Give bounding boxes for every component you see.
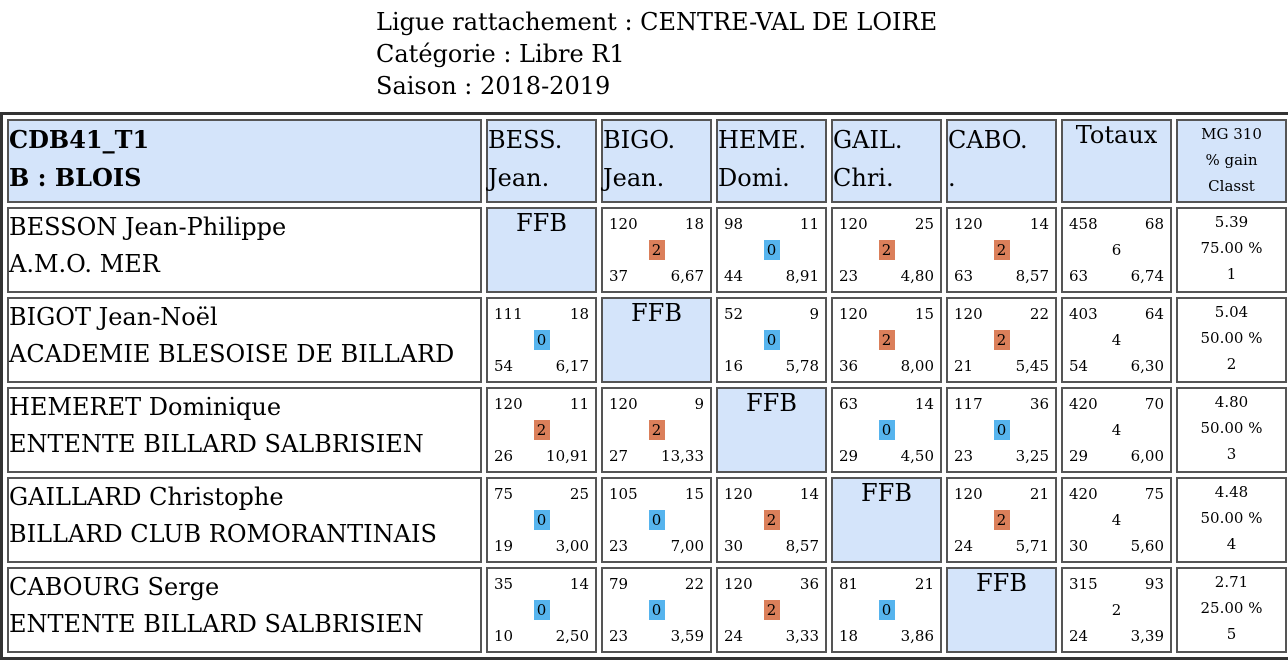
match-stat-br: 8,00 bbox=[900, 357, 934, 375]
match-cell bbox=[486, 567, 597, 653]
mg-header bbox=[1176, 119, 1287, 203]
match-stat-bl: 23 bbox=[954, 447, 974, 465]
match-cell bbox=[831, 567, 942, 653]
points-badge: 2 bbox=[534, 420, 550, 440]
match-stat-tr: 11 bbox=[799, 215, 819, 233]
points-badge: 2 bbox=[994, 330, 1010, 350]
match-stat-bl: 24 bbox=[724, 627, 744, 645]
match-stat-tr: 22 bbox=[1029, 305, 1049, 323]
totals-stat-br: 6,74 bbox=[1130, 267, 1164, 285]
match-stat-tr: 14 bbox=[914, 395, 934, 413]
player-club: ENTENTE BILLARD SALBRISIEN bbox=[9, 610, 424, 638]
totals-stat-bl: 30 bbox=[1069, 537, 1089, 555]
match-stat-br: 3,00 bbox=[555, 537, 589, 555]
match-stat-tr: 22 bbox=[684, 575, 704, 593]
column-header bbox=[831, 119, 942, 203]
points-badge: 2 bbox=[879, 330, 895, 350]
player-cell bbox=[7, 387, 482, 473]
totals-stat-bl: 24 bbox=[1069, 627, 1089, 645]
match-stat-tr: 21 bbox=[1029, 485, 1049, 503]
player-club: A.M.O. MER bbox=[9, 250, 160, 278]
match-stat-br: 6,17 bbox=[555, 357, 589, 375]
column-header bbox=[601, 119, 712, 203]
mg-value: 2.71 bbox=[1214, 573, 1249, 591]
match-stat-tl: 79 bbox=[609, 575, 629, 593]
header-row bbox=[7, 119, 1287, 203]
totals-stat-mid: 4 bbox=[1111, 511, 1122, 529]
match-cell bbox=[831, 207, 942, 293]
match-stat-tr: 14 bbox=[799, 485, 819, 503]
match-stat-br: 5,71 bbox=[1015, 537, 1049, 555]
match-cell bbox=[946, 477, 1057, 563]
player-club: BILLARD CLUB ROMORANTINAIS bbox=[9, 520, 437, 548]
match-stat-bl: 29 bbox=[839, 447, 859, 465]
ffb-cell: FFB bbox=[831, 477, 942, 563]
match-cell bbox=[486, 297, 597, 383]
group-header-cell bbox=[7, 119, 482, 203]
match-stat-tr: 11 bbox=[569, 395, 589, 413]
match-stat-bl: 44 bbox=[724, 267, 744, 285]
match-cell bbox=[716, 297, 827, 383]
column-header-line2: Chri. bbox=[833, 164, 894, 192]
ffb-cell: FFB bbox=[716, 387, 827, 473]
points-badge: 0 bbox=[649, 510, 665, 530]
totals-stat-mid: 6 bbox=[1111, 241, 1122, 259]
column-header-line2: Domi. bbox=[718, 164, 790, 192]
points-badge: 0 bbox=[534, 510, 550, 530]
points-badge: 2 bbox=[994, 240, 1010, 260]
match-stat-bl: 54 bbox=[494, 357, 514, 375]
match-stat-tl: 52 bbox=[724, 305, 744, 323]
column-header-line1: BIGO. bbox=[603, 126, 676, 154]
match-stat-tr: 18 bbox=[684, 215, 704, 233]
match-cell bbox=[946, 297, 1057, 383]
column-header-line1: CABO. bbox=[948, 126, 1028, 154]
mg-cell bbox=[1176, 567, 1287, 653]
totals-cell bbox=[1061, 477, 1172, 563]
match-stat-br: 6,67 bbox=[670, 267, 704, 285]
match-stat-tr: 9 bbox=[809, 305, 819, 323]
match-cell bbox=[716, 207, 827, 293]
totals-stat-tr: 93 bbox=[1144, 575, 1164, 593]
column-header-line1: BESS. bbox=[488, 126, 563, 154]
match-cell bbox=[601, 207, 712, 293]
totals-cell bbox=[1061, 567, 1172, 653]
mg-header-line3: Classt bbox=[1208, 177, 1255, 195]
totals-stat-tl: 315 bbox=[1069, 575, 1098, 593]
points-badge: 0 bbox=[764, 330, 780, 350]
rank-value: 4 bbox=[1226, 535, 1237, 553]
points-badge: 0 bbox=[534, 330, 550, 350]
match-cell bbox=[716, 567, 827, 653]
rank-value: 3 bbox=[1226, 445, 1237, 463]
match-stat-br: 3,59 bbox=[670, 627, 704, 645]
points-badge: 2 bbox=[994, 510, 1010, 530]
match-stat-tr: 14 bbox=[1029, 215, 1049, 233]
match-stat-br: 3,86 bbox=[900, 627, 934, 645]
match-stat-tl: 111 bbox=[494, 305, 523, 323]
match-stat-br: 10,91 bbox=[546, 447, 589, 465]
totals-stat-mid: 2 bbox=[1111, 601, 1122, 619]
match-stat-tl: 98 bbox=[724, 215, 744, 233]
match-stat-br: 8,57 bbox=[1015, 267, 1049, 285]
match-cell bbox=[601, 567, 712, 653]
match-stat-br: 3,25 bbox=[1015, 447, 1049, 465]
table-row bbox=[7, 567, 1287, 653]
match-stat-tl: 63 bbox=[839, 395, 859, 413]
column-header-line1: GAIL. bbox=[833, 126, 903, 154]
totals-stat-mid: 4 bbox=[1111, 421, 1122, 439]
totals-stat-bl: 54 bbox=[1069, 357, 1089, 375]
totals-stat-tl: 403 bbox=[1069, 305, 1098, 323]
mg-cell bbox=[1176, 477, 1287, 563]
match-stat-bl: 23 bbox=[839, 267, 859, 285]
match-stat-bl: 37 bbox=[609, 267, 629, 285]
totals-stat-tr: 64 bbox=[1144, 305, 1164, 323]
match-stat-tl: 120 bbox=[609, 215, 638, 233]
player-name: CABOURG Serge bbox=[9, 573, 220, 601]
totals-cell bbox=[1061, 207, 1172, 293]
player-club: ACADEMIE BLESOISE DE BILLARD bbox=[9, 340, 455, 368]
match-stat-tl: 120 bbox=[954, 485, 983, 503]
match-stat-bl: 36 bbox=[839, 357, 859, 375]
points-badge: 0 bbox=[649, 600, 665, 620]
player-name: HEMERET Dominique bbox=[9, 393, 282, 421]
mg-cell bbox=[1176, 387, 1287, 473]
totals-stat-tl: 420 bbox=[1069, 395, 1098, 413]
mg-value: 4.48 bbox=[1214, 483, 1249, 501]
match-stat-br: 4,50 bbox=[900, 447, 934, 465]
match-stat-br: 4,80 bbox=[900, 267, 934, 285]
match-stat-tr: 14 bbox=[569, 575, 589, 593]
player-club: ENTENTE BILLARD SALBRISIEN bbox=[9, 430, 424, 458]
totals-cell bbox=[1061, 387, 1172, 473]
totals-stat-br: 3,39 bbox=[1130, 627, 1164, 645]
match-stat-tl: 120 bbox=[494, 395, 523, 413]
table-row bbox=[7, 387, 1287, 473]
match-stat-tl: 120 bbox=[954, 305, 983, 323]
points-badge: 0 bbox=[994, 420, 1010, 440]
match-stat-tr: 9 bbox=[694, 395, 704, 413]
totals-stat-bl: 63 bbox=[1069, 267, 1089, 285]
player-name: BIGOT Jean-Noël bbox=[9, 303, 218, 331]
match-stat-br: 3,33 bbox=[785, 627, 819, 645]
points-badge: 2 bbox=[764, 510, 780, 530]
match-stat-tr: 21 bbox=[914, 575, 934, 593]
match-stat-br: 13,33 bbox=[661, 447, 704, 465]
match-stat-tr: 25 bbox=[914, 215, 934, 233]
column-header bbox=[946, 119, 1057, 203]
points-badge: 2 bbox=[764, 600, 780, 620]
player-name: GAILLARD Christophe bbox=[9, 483, 284, 511]
match-stat-br: 5,45 bbox=[1015, 357, 1049, 375]
player-cell bbox=[7, 207, 482, 293]
match-cell bbox=[601, 477, 712, 563]
points-badge: 0 bbox=[534, 600, 550, 620]
match-stat-bl: 21 bbox=[954, 357, 974, 375]
gain-percent: 25.00 % bbox=[1200, 599, 1263, 617]
rank-value: 2 bbox=[1226, 355, 1237, 373]
group-code: CDB41_T1 bbox=[9, 125, 150, 154]
totals-stat-tr: 75 bbox=[1144, 485, 1164, 503]
column-header bbox=[486, 119, 597, 203]
match-cell bbox=[486, 477, 597, 563]
mg-header-line2: % gain bbox=[1205, 151, 1258, 169]
categorie-line: Catégorie : Libre R1 bbox=[376, 40, 625, 68]
totals-stat-br: 6,00 bbox=[1130, 447, 1164, 465]
group-club: B : BLOIS bbox=[9, 163, 142, 192]
match-stat-tl: 120 bbox=[839, 215, 868, 233]
header-info bbox=[376, 6, 937, 102]
match-stat-bl: 23 bbox=[609, 537, 629, 555]
points-badge: 2 bbox=[879, 240, 895, 260]
match-stat-tr: 36 bbox=[1029, 395, 1049, 413]
column-header-line1: HEME. bbox=[718, 126, 807, 154]
match-stat-bl: 63 bbox=[954, 267, 974, 285]
match-cell bbox=[601, 387, 712, 473]
mg-cell bbox=[1176, 297, 1287, 383]
match-stat-br: 5,78 bbox=[785, 357, 819, 375]
totals-header: Totaux bbox=[1061, 119, 1172, 203]
match-stat-tl: 117 bbox=[954, 395, 983, 413]
totals-stat-tr: 70 bbox=[1144, 395, 1164, 413]
match-stat-tr: 36 bbox=[799, 575, 819, 593]
match-stat-bl: 23 bbox=[609, 627, 629, 645]
player-cell bbox=[7, 477, 482, 563]
match-cell bbox=[716, 477, 827, 563]
match-stat-bl: 10 bbox=[494, 627, 514, 645]
column-header bbox=[716, 119, 827, 203]
points-badge: 0 bbox=[879, 600, 895, 620]
totals-cell bbox=[1061, 297, 1172, 383]
column-header-line2: Jean. bbox=[488, 164, 550, 192]
ffb-cell: FFB bbox=[601, 297, 712, 383]
match-stat-tl: 75 bbox=[494, 485, 514, 503]
column-header-line2: . bbox=[948, 164, 956, 192]
match-stat-tl: 120 bbox=[724, 575, 753, 593]
rank-value: 1 bbox=[1226, 265, 1237, 283]
match-stat-bl: 27 bbox=[609, 447, 629, 465]
totals-stat-br: 5,60 bbox=[1130, 537, 1164, 555]
ffb-cell: FFB bbox=[946, 567, 1057, 653]
match-stat-bl: 18 bbox=[839, 627, 859, 645]
match-stat-bl: 26 bbox=[494, 447, 514, 465]
column-header-line2: Jean. bbox=[603, 164, 665, 192]
match-stat-tr: 15 bbox=[684, 485, 704, 503]
player-name: BESSON Jean-Philippe bbox=[9, 213, 287, 241]
mg-value: 4.80 bbox=[1214, 393, 1249, 411]
mg-value: 5.04 bbox=[1214, 303, 1249, 321]
match-cell bbox=[831, 387, 942, 473]
totals-stat-tr: 68 bbox=[1144, 215, 1164, 233]
match-stat-br: 2,50 bbox=[555, 627, 589, 645]
mg-value: 5.39 bbox=[1214, 213, 1249, 231]
match-cell bbox=[946, 387, 1057, 473]
match-stat-bl: 19 bbox=[494, 537, 514, 555]
match-stat-tl: 120 bbox=[609, 395, 638, 413]
player-cell bbox=[7, 567, 482, 653]
results-table bbox=[0, 112, 1288, 660]
match-stat-tl: 120 bbox=[724, 485, 753, 503]
match-stat-br: 8,57 bbox=[785, 537, 819, 555]
match-cell bbox=[946, 207, 1057, 293]
match-stat-br: 7,00 bbox=[670, 537, 704, 555]
match-stat-br: 8,91 bbox=[785, 267, 819, 285]
points-badge: 0 bbox=[764, 240, 780, 260]
match-stat-tl: 81 bbox=[839, 575, 859, 593]
match-stat-bl: 16 bbox=[724, 357, 744, 375]
match-stat-tl: 120 bbox=[954, 215, 983, 233]
gain-percent: 50.00 % bbox=[1200, 329, 1263, 347]
points-badge: 2 bbox=[649, 240, 665, 260]
match-cell bbox=[831, 297, 942, 383]
match-stat-tl: 35 bbox=[494, 575, 514, 593]
points-badge: 0 bbox=[879, 420, 895, 440]
mg-cell bbox=[1176, 207, 1287, 293]
match-cell bbox=[486, 387, 597, 473]
match-stat-bl: 24 bbox=[954, 537, 974, 555]
match-stat-tl: 105 bbox=[609, 485, 638, 503]
totals-stat-tl: 458 bbox=[1069, 215, 1098, 233]
points-badge: 2 bbox=[649, 420, 665, 440]
gain-percent: 50.00 % bbox=[1200, 419, 1263, 437]
totals-stat-bl: 29 bbox=[1069, 447, 1089, 465]
match-stat-bl: 30 bbox=[724, 537, 744, 555]
gain-percent: 50.00 % bbox=[1200, 509, 1263, 527]
match-stat-tr: 18 bbox=[569, 305, 589, 323]
totals-stat-tl: 420 bbox=[1069, 485, 1098, 503]
totals-stat-mid: 4 bbox=[1111, 331, 1122, 349]
table-row bbox=[7, 297, 1287, 383]
table-row bbox=[7, 477, 1287, 563]
match-stat-tr: 15 bbox=[914, 305, 934, 323]
player-cell bbox=[7, 297, 482, 383]
ffb-cell: FFB bbox=[486, 207, 597, 293]
ligue-line: Ligue rattachement : CENTRE-VAL DE LOIRE bbox=[376, 8, 938, 36]
totals-stat-br: 6,30 bbox=[1130, 357, 1164, 375]
gain-percent: 75.00 % bbox=[1200, 239, 1263, 257]
match-stat-tl: 120 bbox=[839, 305, 868, 323]
table-row bbox=[7, 207, 1287, 293]
match-stat-tr: 25 bbox=[569, 485, 589, 503]
saison-line: Saison : 2018-2019 bbox=[376, 72, 611, 100]
mg-header-line1: MG 310 bbox=[1201, 125, 1262, 143]
rank-value: 5 bbox=[1226, 625, 1237, 643]
